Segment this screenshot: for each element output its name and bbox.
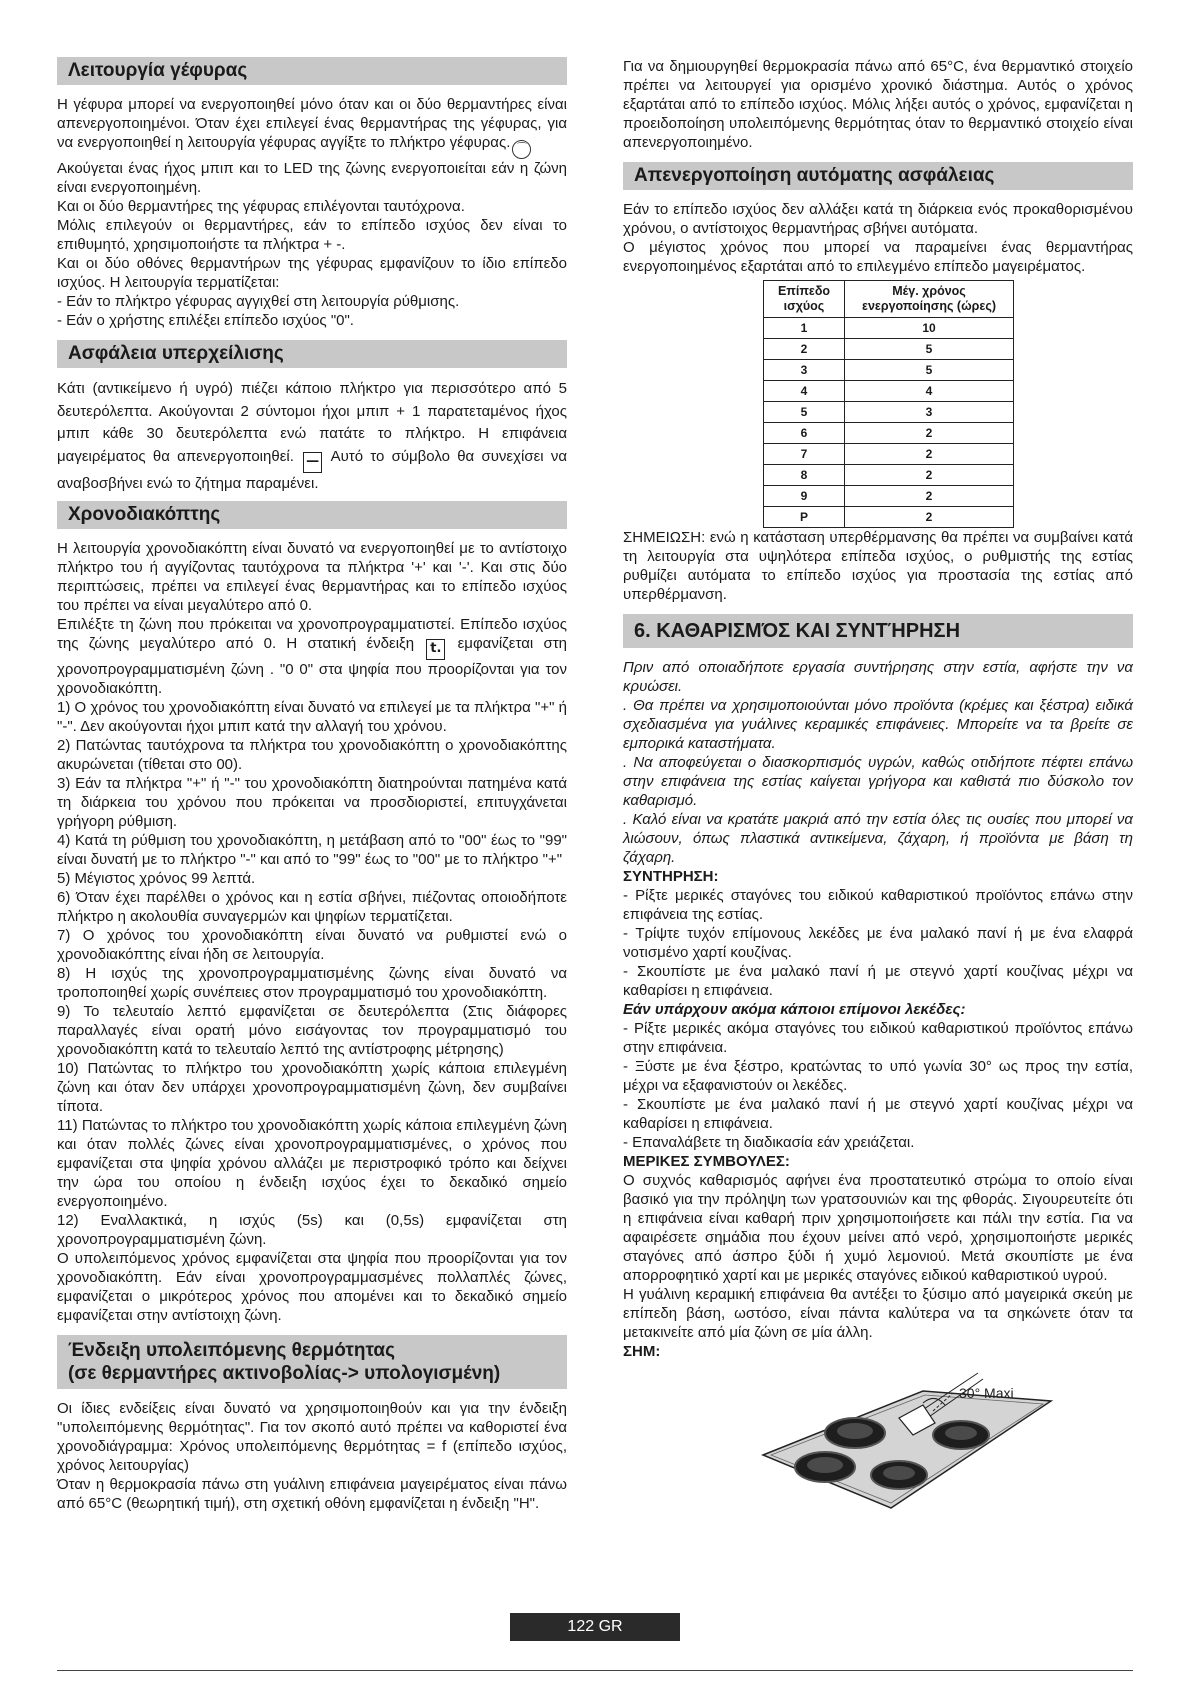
table-row: 5 3 — [764, 402, 1014, 423]
tips-para: Ο συχνός καθαρισμός αφήνει ένα προστατευτικό στρώμα το οποίο είναι βασικό για την πρόληψη των γρατσουνιών και της φθοράς. Σιγουρευτείτε ότι η επιφάνεια είναι καθαρή πριν χρησιμοποιήσετε και πάλι την εστία. Για να αφαιρέσετε σημάδια που έχουν μείνει από νερό, χρησιμοποιήστε μερικές σταγόνες από άσπρο ξύδι ή χυμό λεμονιού. Μετά σκουπίστε με ένα απορροφητικό χαρτί και με μερικές σταγόνες ειδικού καθαριστικού υγρού. — [623, 1172, 1133, 1284]
residual-title-line-1: Ένδειξη υπολειπόμενης θερμότητας — [68, 1340, 395, 1361]
right-column — [623, 57, 1133, 1513]
stubborn-item: - Σκουπίστε με ένα μαλακό πανί ή με στεγνό χαρτί κουζίνας μέχρι να καθαρίσει η επιφάνεια. — [623, 1096, 1133, 1132]
autooff-para-1: Εάν το επίπεδο ισχύος δεν αλλάξει κατά τη διάρκεια ενός προκαθορισμένου χρόνου, ο αντίστοιχος θερμαντήρας σβήνει αυτόματα. — [623, 201, 1133, 237]
timer-static-icon: t. — [426, 639, 445, 660]
timer-item: 3) Εάν τα πλήκτρα "+" ή "-" του χρονοδιακόπτη διατηρούνται πατημένα κατά τη διάρκεια του χρόνου που πρόκειται να προσδιοριστεί, επιτυγχάνεται γρήγορη ρύθμιση. — [57, 775, 567, 830]
bridge-para-5: Και οι δύο οθόνες θερμαντήρων της γέφυρας εμφανίζουν το ίδιο επίπεδο ισχύος. Η λειτουργία τερματίζεται: — [57, 255, 567, 291]
timer-item: 1) Ο χρόνος του χρονοδιακόπτη είναι δυνατό να επιλεγεί με τα πλήκτρα "+" ή "-". Δεν ακούγονται ήχοι μπιπ κατά την αλλαγή του χρόνου. — [57, 699, 567, 735]
stubborn-title: Εάν υπάρχουν ακόμα κάποιοι επίμονοι λεκέδες: — [623, 1001, 966, 1018]
overflow-section-title: Ασφάλεια υπερχείλισης — [57, 340, 567, 368]
table-row: 8 2 — [764, 465, 1014, 486]
bridge-end-item: - Εάν ο χρήστης επιλέξει επίπεδο ισχύος "0". — [57, 312, 354, 329]
left-column — [57, 57, 567, 1513]
table-row: 7 2 — [764, 444, 1014, 465]
residual-para-1: Οι ίδιες ενδείξεις είναι δυνατό να χρησιμοποιηθούν και για την ένδειξη "υπολειπόμενης θερμότητας". Για τον σκοπό αυτό πρέπει να καθοριστεί ένα χρονοδιάγραμμα: Χρόνος υπολειπόμενης θερμότητας = f (επίπεδο ισχύος, χρόνος λειτουργίας) — [57, 1400, 567, 1474]
timer-intro-1: Η λειτουργία χρονοδιακόπτη είναι δυνατό να ενεργοποιηθεί με το αντίστοιχο πλήκτρο του ή αγγίζοντας ταυτόχρονα τα πλήκτρα '+' και '-'. Και στις δύο περιπτώσεις, πρέπει να επιλεγεί ένας θερμαντήρας και το επίπεδο ισχύος του πρέπει να είναι μεγαλύτερο από 0. — [57, 540, 567, 614]
table-row: 9 2 — [764, 486, 1014, 507]
bridge-section-title: Λειτουργία γέφυρας — [57, 57, 567, 85]
cleaning-italic: . Καλό είναι να κρατάτε μακριά από την εστία όλες τις ουσίες που μπορεί να λιώσουν, όπως πλαστικά αντικείμενα, ζάχαρη, ή προϊόντα με βάση τη ζάχαρη. — [623, 811, 1133, 866]
stubborn-item: - Επαναλάβετε τη διαδικασία εάν χρειάζεται. — [623, 1134, 915, 1151]
timer-item: 6) Όταν έχει παρέλθει ο χρόνος και η εστία σβήνει, πιέζοντας οποιοδήποτε πλήκτρο η ακολουθία συναγερμών και ψηφίων τερματίζεται. — [57, 889, 567, 925]
power-time-table — [763, 280, 1014, 528]
table-header-level: Επίπεδο ισχύος — [764, 281, 845, 318]
maintenance-item: - Τρίψτε τυχόν επίμονους λεκέδες με ένα μαλακό πανί ή με ένα ελαφρά νοτισμένο χαρτί κουζίνας. — [623, 925, 1133, 961]
tips-para: Η γυάλινη κεραμική επιφάνεια θα αντέξει το ξύσιμο από μαγειρικά σκεύη με επίπεδη βάση, ωστόσο, είναι πάντα καλύτερα να τα σηκώνετε όταν τα μετακινείτε από μία ζώνη σε μία άλλη. — [623, 1286, 1133, 1341]
autooff-para-2: Ο μέγιστος χρόνος που μπορεί να παραμείνει ένας θερμαντήρας ενεργοποιημένος εξαρτάται από το επιλεγμένο επίπεδο μαγειρέματος. — [623, 239, 1133, 275]
timer-item: 12) Εναλλακτικά, η ισχύς (5s) και (0,5s) εμφανίζεται στη χρονοπρογραμματισμένη ζώνη. — [57, 1212, 567, 1248]
hob-surface — [763, 1391, 1051, 1508]
bridge-para-4: Μόλις επιλεγούν οι θερμαντήρες, εάν το επίπεδο ισχύος δεν είναι το επιθυμητό, χρησιμοποιήστε τα πλήκτρα + -. — [57, 217, 567, 253]
maintenance-title: ΣΥΝΤΗΡΗΣΗ: — [623, 868, 719, 885]
maintenance-item: - Ρίξτε μερικές σταγόνες του ειδικού καθαριστικού προϊόντος επάνω στην επιφάνεια της εστίας. — [623, 887, 1133, 923]
overflow-para: Κάτι (αντικείμενο ή υγρό) πιέζει κάποιο πλήκτρο για περισσότερο από 5 δευτερόλεπτα. Ακούγονται 2 σύντομοι ήχοι μπιπ + 1 παρατεταμένος ήχος μπιπ κάθε 30 δευτερόλεπτα ενώ πατάτε το πλήκτρο. Η επιφάνεια μαγειρέματος θα απενεργοποιηθεί. — Αυτό το σύμβολο θα συνεχίσει να αναβοσβήνει ενώ το ζήτημα παραμένει. — [57, 380, 568, 492]
overflow-symbol-icon: — — [303, 452, 322, 473]
note-title: ΣΗΜ: — [623, 1343, 661, 1360]
table-header-time: Μέγ. χρόνος ενεργοποίησης (ώρες) — [845, 281, 1014, 318]
timer-intro-2: Επιλέξτε τη ζώνη που πρόκειται να χρονοπρογραμματιστεί. Επίπεδο ισχύος της ζώνης μεγαλύτερο από 0. Η στατική ένδειξη t. εμφανίζεται στη χρονοπρογραμματισμένη ζώνη . "0 0" στα ψηφία που προορίζονται για τον χρονοδιακόπτη. — [57, 616, 567, 697]
page-number: 122 GR — [510, 1613, 680, 1641]
residual-title-line-2: (σε θερμαντήρες ακτινοβολίας-> υπολογισμένη) — [68, 1363, 501, 1384]
cleaning-section-title: 6. ΚΑΘΑΡΙΣΜΌΣ ΚΑΙ ΣΥΝΤΉΡΗΣΗ — [623, 614, 1133, 648]
timer-item: 9) Το τελευταίο λεπτό εμφανίζεται σε δευτερόλεπτα (Στις διάφορες παραλλαγές είναι ορατή μόνο εισάγοντας τον προγραμματισμό του χρονοδιακόπτη κατά το τελευταίο λεπτό της αντίστροφης μέτρησης) — [57, 1003, 567, 1058]
tips-title: ΜΕΡΙΚΕΣ ΣΥΜΒΟΥΛΕΣ: — [623, 1153, 790, 1170]
bridge-end-item: - Εάν το πλήκτρο γέφυρας αγγιχθεί στη λειτουργία ρύθμισης. — [57, 293, 460, 310]
timer-item: 2) Πατώντας ταυτόχρονα τα πλήκτρα του χρονοδιακόπτη ο χρονοδιακόπτης ακυρώνεται (τίθεται στο 00). — [57, 737, 567, 773]
cleaning-italic: . Να αποφεύγεται ο διασκορπισμός υγρών, καθώς οτιδήποτε πέφτει επάνω στην επιφάνεια της εστίας καίγεται γρήγορα και καθιστά πιο δύσκολο τον καθαρισμό. — [623, 754, 1133, 809]
timer-item: 10) Πατώντας το πλήκτρο του χρονοδιακόπτη χωρίς κάποια επιλεγμένη ζώνη και όταν δεν υπάρχει χρονοπρογραμματισμένη ζώνη, δεν συμβαίνει τίποτα. — [57, 1060, 567, 1115]
maintenance-item: - Σκουπίστε με ένα μαλακό πανί ή με στεγνό χαρτί κουζίνας μέχρι να καθαρίσει η επιφάνεια. — [623, 963, 1133, 999]
timer-item: Ο υπολειπόμενος χρόνος εμφανίζεται στα ψηφία που προορίζονται για τον χρονοδιακόπτη. Εάν είναι χρονοπρογραμμασμένες πολλαπλές ζώνες, εμφανίζεται ο μικρότερος χρόνος που απομένει και το δεκαδικό σημείο εμφανίζεται στην αντίστοιχη ζώνη. — [57, 1250, 567, 1324]
timer-section-title: Χρονοδιακόπτης — [57, 501, 567, 529]
timer-item: 11) Πατώντας το πλήκτρο του χρονοδιακόπτη χωρίς κάποια επιλεγμένη ζώνη και όταν πολλές ζώνες είναι χρονοπρογραμματισμένες, ο χρόνος που εμφανίζεται στα ψηφία χρόνου αλλάζει με περιστροφικό τρόπο και δείχνει την ώρα του οποίου η ένδειξη ισχύος έχει το δεκαδικό σημείο ενεργοποιημένο. — [57, 1117, 567, 1210]
bridge-para-1: Η γέφυρα μπορεί να ενεργοποιηθεί μόνο όταν και οι δύο θερμαντήρες είναι απενεργοποιημένοι. Όταν έχει επιλεγεί ένας θερμαντήρας της γέφυρας, για να ενεργοποιηθεί η λειτουργία γέφυρας αγγίξτε το πλήκτρο γέφυρας. ⌒ — [57, 95, 567, 159]
bridge-para-2: Ακούγεται ένας ήχος μπιπ και το LED της ζώνης ενεργοποιείται εάν η ζώνη είναι ενεργοποιημένη. — [57, 160, 567, 196]
cleaning-italic: Πριν από οποιαδήποτε εργασία συντήρησης στην εστία, αφήστε την να κρυώσει. — [623, 659, 1133, 695]
table-row: P 2 — [764, 507, 1014, 528]
angle-label: 30° Maxi — [959, 1385, 1014, 1401]
timer-item: 8) Η ισχύς της χρονοπρογραμματισμένης ζώνης είναι δυνατό να τροποποιηθεί χωρίς συνέπειες στον προγραμματισμό του χρονοδιακόπτη. — [57, 965, 567, 1001]
autooff-note: ΣΗΜΕΙΩΣΗ: ενώ η κατάσταση υπερθέρμανσης θα πρέπει να συμβαίνει κατά τη λειτουργία στα υψηλότερα επίπεδα ισχύος, ο ρυθμιστής της εστίας ρυθμίζει αυτόματα το επίπεδο ισχύος για προστασία της εστίας από υπερθέρμανση. — [623, 529, 1133, 603]
bridge-para-3: Και οι δύο θερμαντήρες της γέφυρας επιλέγονται ταυτόχρονα. — [57, 198, 465, 215]
residual-continued: Για να δημιουργηθεί θερμοκρασία πάνω από 65°C, ένα θερμαντικό στοιχείο πρέπει να λειτουργεί για ορισμένο χρονικό διάστημα. Αυτός ο χρόνος εξαρτάται από το επίπεδο ισχύος. Μόλις λήξει αυτός ο χρόνος, εμφανίζεται η προειδοποίηση υπολειπόμενης θερμότητας όταν το θερμαντικό στοιχείο είναι απενεργοποιημένο. — [623, 58, 1133, 151]
hob-scraper-drawing — [623, 1363, 1133, 1513]
table-row: 2 5 — [764, 339, 1014, 360]
timer-item: 4) Κατά τη ρύθμιση του χρονοδιακόπτη, η μετάβαση από το "00" έως το "99" είναι δυνατή με το πλήκτρο "-" και από το "99" έως το "00" με το πλήκτρο "+" — [57, 832, 567, 868]
scraper-illustration — [623, 1363, 1133, 1513]
footer-rule — [57, 1670, 1133, 1671]
timer-item: 7) Ο χρόνος του χρονοδιακόπτη είναι δυνατό να ρυθμιστεί ενώ ο χρονοδιακόπτης είναι ήδη σε λειτουργία. — [57, 927, 567, 963]
autooff-section-title: Απενεργοποίηση αυτόματης ασφάλειας — [623, 162, 1133, 190]
residual-section-title — [57, 1335, 567, 1389]
cleaning-italic: . Θα πρέπει να χρησιμοποιούνται μόνο προϊόντα (κρέμες και ξέστρα) ειδικά σχεδιασμένα για γυάλινες κεραμικές επιφάνειες. Μπορείτε να τα βρείτε σε εμπορικά καταστήματα. — [623, 697, 1133, 752]
table-row: 6 2 — [764, 423, 1014, 444]
table-row: 1 10 — [764, 318, 1014, 339]
stubborn-item: - Ξύστε με ένα ξέστρο, κρατώντας το υπό γωνία 30° ως προς την εστία, μέχρι να εξαφανιστούν οι λεκέδες. — [623, 1058, 1133, 1094]
table-row: 4 4 — [764, 381, 1014, 402]
residual-para-2: Όταν η θερμοκρασία πάνω στη γυάλινη επιφάνεια μαγειρέματος είναι πάνω από 65°C (θεωρητική τιμή), στη σχετική οθόνη εμφανίζεται η ένδειξη "H". — [57, 1476, 567, 1512]
table-row: 3 5 — [764, 360, 1014, 381]
bridge-key-icon: ⌒ — [512, 140, 531, 159]
stubborn-item: - Ρίξτε μερικές ακόμα σταγόνες του ειδικού καθαριστικού προϊόντος επάνω στην επιφάνεια. — [623, 1020, 1133, 1056]
timer-item: 5) Μέγιστος χρόνος 99 λεπτά. — [57, 870, 256, 887]
